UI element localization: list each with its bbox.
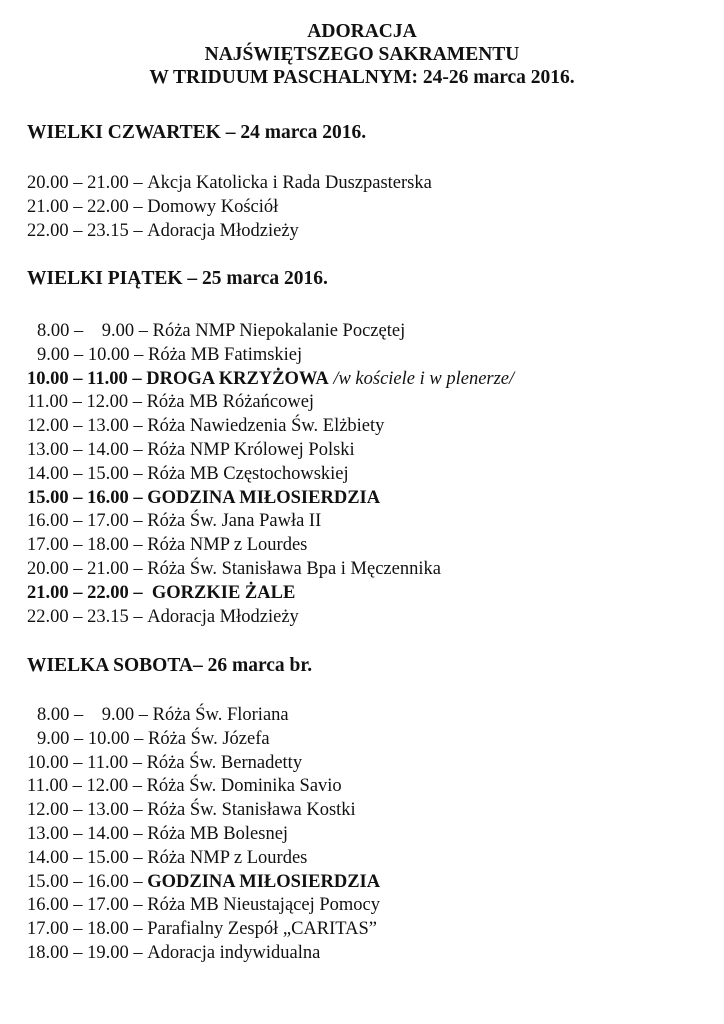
document-title: [0, 20, 724, 89]
row-label: Róża Św. Floriana: [152, 705, 289, 725]
row-label: Róża MB Różańcowej: [146, 392, 315, 413]
schedule-row: [27, 918, 380, 942]
row-label: Parafialny Zespół „CARITAS”: [147, 919, 377, 940]
title-line-3: W TRIDUUM PASCHALNYM: 24-26 marca 2016.: [149, 67, 575, 88]
schedule-row: [27, 463, 514, 487]
schedule-row: [27, 220, 432, 244]
row-label: Róża MB Fatimskiej: [148, 344, 303, 365]
schedule-row: [27, 439, 514, 463]
row-label: Róża MB Nieustającej Pomocy: [147, 895, 380, 916]
schedule-row: [27, 894, 380, 918]
row-time: 10.00 – 11.00 –: [27, 752, 147, 773]
schedule-row: [27, 196, 432, 220]
row-time: 13.00 – 14.00 –: [27, 439, 148, 460]
row-time: 17.00 – 18.00 –: [27, 919, 148, 940]
row-time: 15.00 – 16.00 –: [27, 487, 148, 508]
row-label: Róża NMP Królowej Polski: [147, 439, 355, 460]
row-label: Róża Św. Stanisława Kostki: [147, 800, 356, 821]
row-label: Akcja Katolicka i Rada Duszpasterska: [147, 173, 432, 193]
schedule-row: [27, 320, 514, 344]
schedule-row: [27, 823, 380, 847]
row-label: Róża Św. Bernadetty: [146, 752, 303, 773]
row-time: 14.00 – 15.00 –: [27, 463, 148, 484]
saturday-schedule: [27, 704, 380, 966]
row-label: GODZINA MIŁOSIERDZIA: [147, 487, 381, 508]
row-time: 13.00 – 14.00 –: [27, 823, 148, 844]
schedule-row: [27, 582, 514, 606]
row-time: 12.00 – 13.00 –: [27, 800, 148, 821]
schedule-row: [27, 534, 514, 558]
row-time: 17.00 – 18.00 –: [27, 535, 148, 556]
schedule-row: [27, 510, 514, 534]
row-label: Adoracja indywidualna: [147, 942, 321, 963]
schedule-row: [27, 704, 380, 728]
row-label: Róża Św. Stanisława Bpa i Męczennika: [147, 558, 441, 579]
row-time: 16.00 – 17.00 –: [27, 895, 148, 916]
row-time: 22.00 – 23.15 –: [27, 220, 148, 241]
row-time: 21.00 – 22.00 –: [27, 582, 152, 603]
row-time: 18.00 – 19.00 –: [27, 942, 148, 963]
row-label: Róża Św. Józefa: [148, 728, 270, 749]
friday-heading: WIELKI PIĄTEK – 25 marca 2016.: [27, 268, 328, 289]
row-time: 15.00 – 16.00 –: [27, 871, 148, 892]
row-time: 12.00 – 13.00 –: [27, 416, 148, 437]
row-label: Domowy Kościół: [147, 196, 279, 217]
row-time: 9.00 – 10.00 –: [37, 344, 148, 365]
row-label: Róża NMP Niepokalanie Poczętej: [152, 321, 406, 341]
row-time: 20.00 – 21.00 –: [27, 173, 148, 193]
schedule-row: [27, 752, 380, 776]
schedule-row: [27, 487, 514, 511]
row-time: 16.00 – 17.00 –: [27, 511, 148, 532]
row-time: 11.00 – 12.00 –: [27, 392, 147, 413]
schedule-row: [27, 391, 514, 415]
row-time: 8.00 – 9.00 –: [37, 321, 153, 341]
row-label: Róża NMP z Lourdes: [147, 535, 308, 556]
row-label: Róża MB Częstochowskiej: [147, 463, 349, 484]
title-line-2: NAJŚWIĘTSZEGO SAKRAMENTU: [204, 44, 520, 65]
row-label: Róża NMP z Lourdes: [147, 847, 308, 868]
schedule-row: [27, 871, 380, 895]
row-time: 11.00 – 12.00 –: [27, 776, 147, 797]
row-label: GODZINA MIŁOSIERDZIA: [147, 871, 381, 892]
row-time: 21.00 – 22.00 –: [27, 196, 148, 217]
row-time: 14.00 – 15.00 –: [27, 847, 148, 868]
schedule-row: [27, 344, 514, 368]
row-time: 9.00 – 10.00 –: [37, 728, 148, 749]
schedule-row: [27, 847, 380, 871]
row-label: Róża MB Bolesnej: [147, 823, 289, 844]
title-line-1: ADORACJA: [307, 21, 417, 42]
row-time: 10.00 – 11.00 –: [27, 368, 147, 389]
thursday-schedule: [27, 172, 432, 243]
row-label: Róża Nawiedzenia Św. Elżbiety: [147, 416, 385, 437]
row-label: Róża Św. Jana Pawła II: [147, 511, 322, 532]
schedule-row: [27, 728, 380, 752]
row-label: Róża Św. Dominika Savio: [146, 776, 342, 797]
schedule-row: [27, 606, 514, 630]
saturday-heading: WIELKA SOBOTA– 26 marca br.: [27, 655, 313, 676]
schedule-row: [27, 775, 380, 799]
row-label: Adoracja Młodzieży: [147, 220, 299, 241]
row-note: /w kościele i w plenerze/: [328, 368, 515, 389]
row-time: 20.00 – 21.00 –: [27, 558, 148, 579]
row-label: Adoracja Młodzieży: [147, 606, 299, 627]
friday-schedule: [27, 320, 514, 629]
row-label: GORZKIE ŻALE: [151, 582, 296, 603]
schedule-row: [27, 415, 514, 439]
row-label: DROGA KRZYŻOWA: [146, 368, 329, 389]
row-time: 22.00 – 23.15 –: [27, 606, 148, 627]
schedule-row: [27, 558, 514, 582]
schedule-row: [27, 172, 432, 196]
schedule-row: [27, 368, 514, 392]
schedule-row: [27, 799, 380, 823]
schedule-row: [27, 942, 380, 966]
row-time: 8.00 – 9.00 –: [37, 705, 153, 725]
thursday-heading: WIELKI CZWARTEK – 24 marca 2016.: [27, 122, 367, 143]
